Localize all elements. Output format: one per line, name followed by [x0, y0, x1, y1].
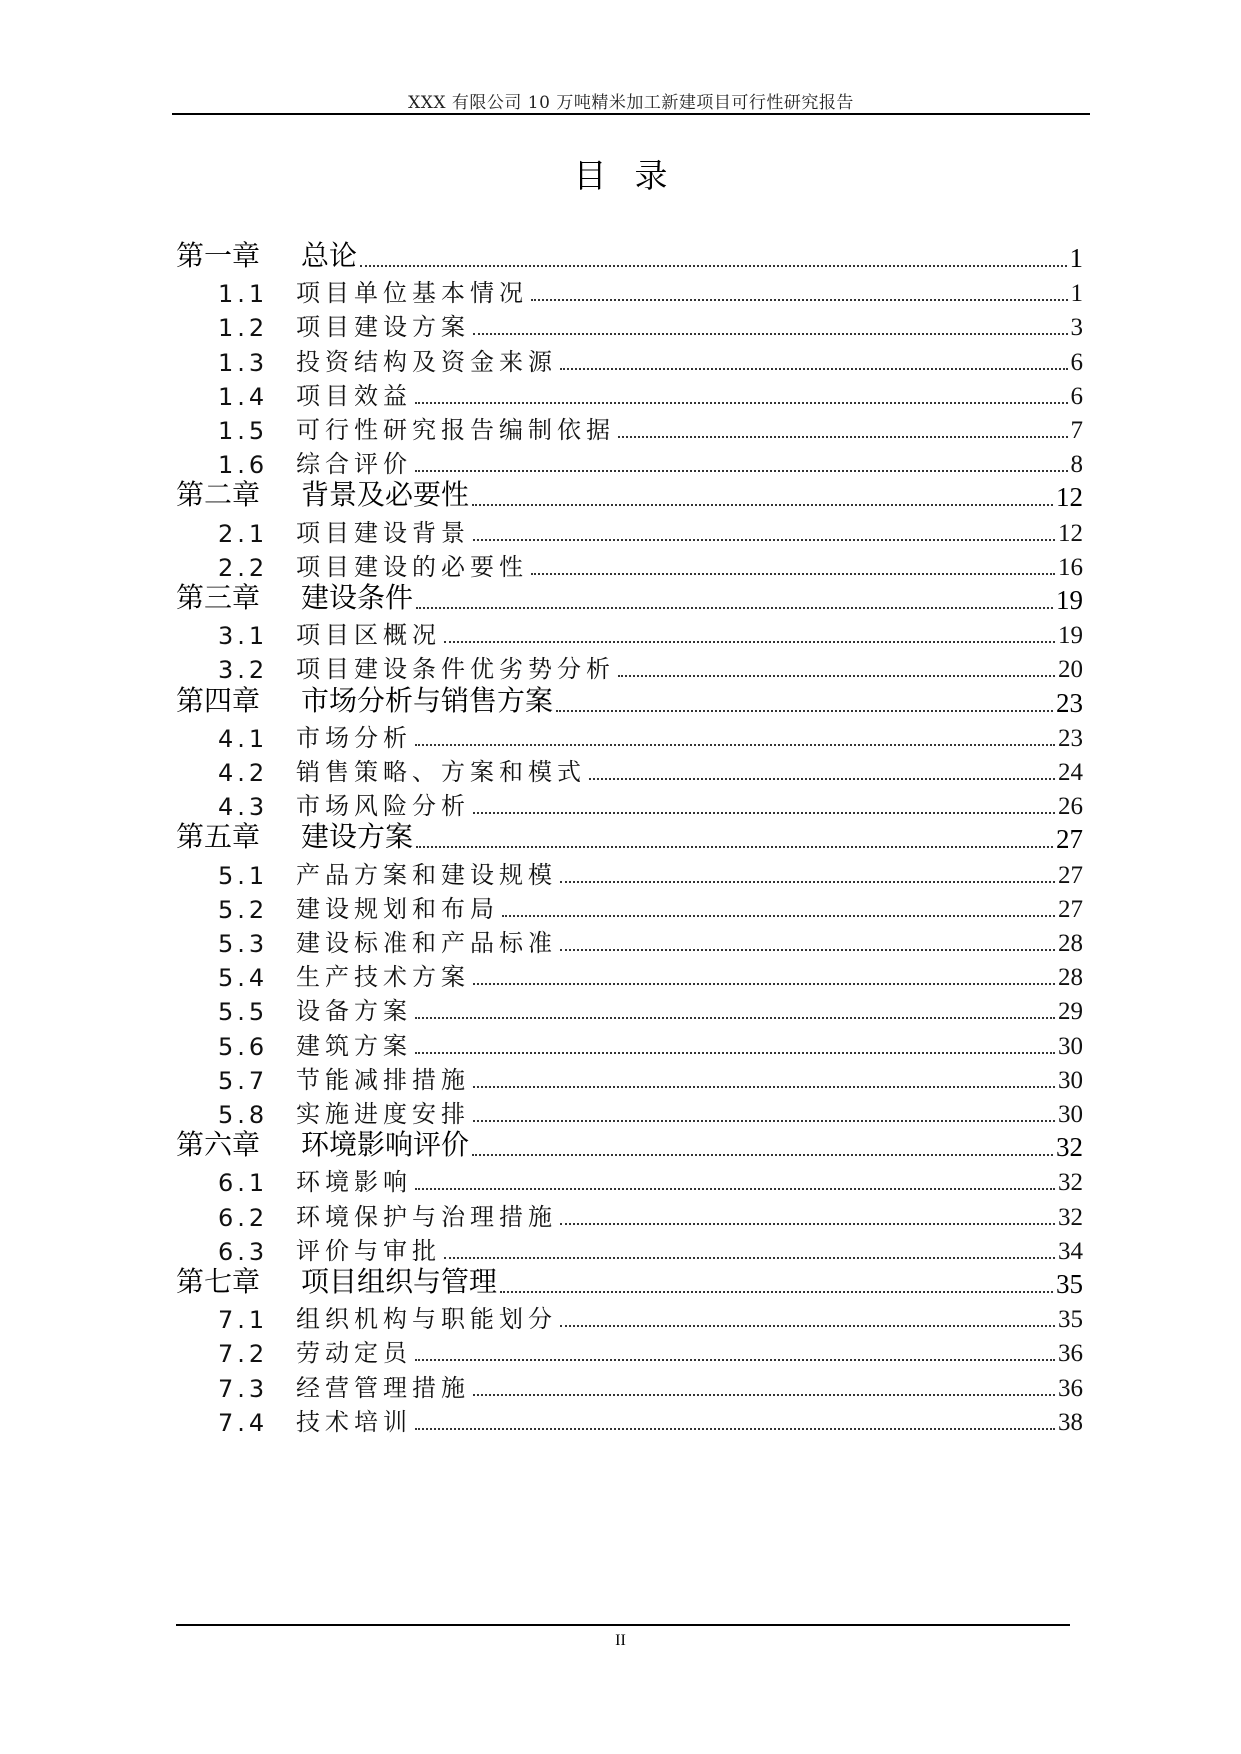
toc-entry-number: 6.2 [218, 1203, 269, 1232]
toc-entry-number: 1.5 [218, 417, 269, 445]
toc-entry-title: 节能减排措施 [296, 1065, 470, 1094]
toc-entry-title: 建设方案 [301, 820, 414, 854]
toc-entry-title: 综合评价 [296, 450, 412, 479]
toc-dot-leader [472, 504, 1053, 506]
running-header: XXX 有限公司 10 万吨精米加工新建项目可行性研究报告 [408, 93, 854, 113]
toc-section-entry[interactable] [218, 1296, 1083, 1334]
toc-section-entry[interactable] [218, 339, 1083, 377]
toc-entry-title: 组织机构与职能划分 [296, 1305, 557, 1334]
toc-page-number: 30 [1058, 1032, 1083, 1060]
toc-section-entry[interactable] [218, 1057, 1083, 1095]
toc-dot-leader [473, 983, 1055, 985]
toc-dot-leader [472, 1154, 1053, 1156]
toc-section-entry[interactable] [218, 270, 1083, 308]
toc-section-entry[interactable] [218, 612, 1083, 650]
toc-chapter-entry[interactable] [176, 1262, 1083, 1300]
toc-dot-leader [416, 607, 1053, 609]
footer-rule [176, 1624, 1070, 1626]
toc-section-entry[interactable] [218, 373, 1083, 411]
toc-dot-leader [556, 710, 1053, 712]
toc-entry-title: 技术培训 [296, 1407, 412, 1436]
toc-entry-number: 第七章 [176, 1265, 261, 1298]
toc-entry-title: 投资结构及资金来源 [296, 347, 557, 376]
toc-chapter-entry[interactable] [176, 817, 1083, 855]
toc-section-entry[interactable] [218, 304, 1083, 342]
toc-entry-number: 4.3 [218, 793, 269, 822]
toc-dot-leader [531, 299, 1068, 301]
toc-section-entry[interactable] [218, 1194, 1083, 1232]
toc-section-entry[interactable] [218, 715, 1083, 753]
toc-chapter-entry[interactable] [176, 236, 1083, 274]
toc-entry-title: 项目建设条件优劣势分析 [296, 655, 615, 684]
toc-entry-title: 建设规划和布局 [296, 894, 499, 923]
toc-entry-number: 第三章 [176, 581, 261, 614]
toc-section-entry[interactable] [218, 954, 1083, 992]
toc-entry-title: 背景及必要性 [301, 478, 470, 512]
toc-page-number: 8 [1070, 451, 1083, 479]
toc-entry-number: 1.4 [218, 382, 269, 411]
toc-dot-leader [444, 1257, 1055, 1259]
toc-entry-title: 环境影响 [296, 1168, 412, 1197]
toc-entry-number: 4.2 [218, 759, 269, 787]
toc-dot-leader [473, 1086, 1055, 1088]
toc-page-number: 30 [1058, 1066, 1083, 1094]
toc-entry-number: 7.3 [218, 1374, 269, 1403]
toc-entry-title: 实施进度安排 [296, 1100, 470, 1128]
toc-dot-leader [560, 949, 1055, 951]
toc-dot-leader [360, 265, 1066, 267]
toc-page-number: 23 [1058, 724, 1083, 752]
toc-entry-number: 1.3 [218, 348, 269, 377]
toc-entry-title: 销售策略、方案和模式 [296, 758, 586, 786]
toc-page-number: 30 [1058, 1101, 1083, 1128]
toc-entry-number: 5.8 [218, 1101, 269, 1129]
toc-entry-title: 评价与审批 [296, 1236, 441, 1265]
toc-entry-number: 第五章 [176, 820, 261, 854]
toc-section-entry[interactable] [218, 1399, 1083, 1437]
toc-entry-number: 6.1 [218, 1169, 269, 1198]
toc-entry-title: 项目单位基本情况 [296, 279, 528, 308]
toc-chapter-entry[interactable] [176, 681, 1083, 719]
toc-entry-number: 5.1 [218, 861, 269, 890]
toc-section-entry[interactable] [218, 1159, 1083, 1197]
toc-dot-leader [560, 1325, 1055, 1327]
toc-entry-number: 2.1 [218, 519, 269, 548]
toc-dot-leader [618, 675, 1055, 677]
toc-section-entry[interactable] [218, 749, 1083, 787]
toc-entry-title: 市场分析 [296, 723, 412, 752]
toc-page-number: 19 [1056, 585, 1083, 615]
toc-dot-leader [415, 1052, 1055, 1054]
header-rule [172, 113, 1090, 115]
toc-dot-leader [560, 368, 1068, 370]
toc-page-number: 32 [1058, 1169, 1083, 1197]
toc-entry-title: 环境保护与治理措施 [296, 1202, 557, 1231]
toc-section-entry[interactable] [218, 852, 1083, 890]
toc-page-number: 32 [1058, 1203, 1083, 1231]
toc-page-number: 1 [1070, 280, 1083, 308]
toc-section-entry[interactable] [218, 988, 1083, 1026]
toc-entry-title: 建筑方案 [296, 1031, 412, 1060]
toc-page-number: 28 [1058, 964, 1083, 992]
toc-dot-leader [500, 1291, 1053, 1293]
toc-page-number: 35 [1056, 1269, 1083, 1299]
toc-entry-number: 1.1 [218, 280, 269, 309]
toc-entry-number: 2.2 [218, 553, 269, 582]
toc-entry-title: 产品方案和建设规模 [296, 860, 557, 889]
toc-page-number: 12 [1056, 482, 1083, 513]
toc-entry-title: 设备方案 [296, 997, 412, 1026]
toc-page-number: 27 [1058, 895, 1083, 923]
toc-page-number: 7 [1070, 417, 1083, 444]
toc-page-number: 27 [1058, 861, 1083, 889]
toc-entry-number: 5.6 [218, 1032, 269, 1061]
toc-section-entry[interactable] [218, 1330, 1083, 1368]
toc-entry-title: 市场分析与销售方案 [301, 683, 554, 717]
toc-page-number: 3 [1070, 314, 1083, 342]
toc-page-number: 38 [1058, 1408, 1083, 1436]
toc-entry-title: 项目效益 [296, 381, 412, 410]
toc-entry-number: 7.4 [218, 1408, 269, 1437]
toc-page-number: 24 [1058, 759, 1083, 786]
toc-entry-number: 3.2 [218, 656, 269, 685]
toc-dot-leader [444, 641, 1055, 643]
toc-entry-number: 7.1 [218, 1306, 269, 1335]
toc-entry-title: 项目建设方案 [296, 313, 470, 342]
toc-dot-leader [560, 1223, 1055, 1225]
toc-page-number: 36 [1058, 1340, 1083, 1368]
toc-entry-title: 项目组织与管理 [301, 1265, 498, 1298]
toc-chapter-entry[interactable] [176, 475, 1083, 513]
toc-dot-leader [415, 1359, 1055, 1361]
toc-entry-title: 建设标准和产品标准 [296, 929, 557, 957]
toc-dot-leader [473, 333, 1068, 335]
toc-page-number: 34 [1058, 1237, 1083, 1265]
toc-page-number: 32 [1056, 1132, 1083, 1163]
toc-entry-number: 5.2 [218, 895, 269, 924]
toc-dot-leader [589, 778, 1055, 780]
toc-page-number: 26 [1058, 793, 1083, 821]
toc-entry-number: 7.2 [218, 1340, 269, 1369]
toc-page-number: 12 [1058, 519, 1083, 547]
toc-chapter-entry[interactable] [176, 1125, 1083, 1163]
toc-entry-title: 劳动定员 [296, 1339, 412, 1368]
toc-dot-leader [618, 436, 1068, 438]
toc-dot-leader [415, 1017, 1055, 1019]
toc-entry-number: 5.3 [218, 930, 269, 958]
toc-page-number: 36 [1058, 1374, 1083, 1402]
toc-page-number: 6 [1070, 382, 1083, 410]
toc-dot-leader [415, 402, 1068, 404]
toc-page-number: 6 [1070, 348, 1083, 376]
toc-entry-title: 建设条件 [301, 581, 414, 614]
toc-dot-leader [560, 881, 1055, 883]
toc-section-entry[interactable] [218, 920, 1083, 958]
toc-section-entry[interactable] [218, 1365, 1083, 1403]
toc-entry-number: 4.1 [218, 724, 269, 753]
toc-dot-leader [473, 539, 1055, 541]
toc-section-entry[interactable] [218, 886, 1083, 924]
toc-dot-leader [473, 1394, 1055, 1396]
toc-entry-number: 1.2 [218, 314, 269, 343]
toc-page-number: 20 [1058, 656, 1083, 684]
toc-entry-number: 5.4 [218, 964, 269, 993]
toc-entry-title: 环境影响评价 [301, 1128, 470, 1162]
page-title: 目录 [573, 156, 696, 195]
toc-dot-leader [415, 744, 1055, 746]
toc-page-number: 1 [1069, 243, 1083, 273]
toc-entry-title: 项目区概况 [296, 621, 441, 650]
toc-page-number: 16 [1058, 553, 1083, 581]
toc-entry-title: 经营管理措施 [296, 1373, 470, 1402]
toc-entry-number: 第四章 [176, 683, 261, 717]
toc-entry-number: 第二章 [176, 478, 261, 512]
toc-entry-title: 项目建设背景 [296, 518, 470, 547]
toc-entry-number: 第六章 [176, 1128, 261, 1162]
toc-section-entry[interactable] [218, 407, 1083, 445]
toc-dot-leader [415, 1188, 1055, 1190]
toc-dot-leader [415, 470, 1068, 472]
page-number: II [615, 1632, 626, 1649]
toc-entry-title: 生产技术方案 [296, 963, 470, 992]
toc-entry-title: 总论 [301, 239, 358, 272]
toc-entry-number: 1.6 [218, 451, 269, 480]
toc-page-number: 27 [1056, 824, 1083, 855]
toc-entry-title: 可行性研究报告编制依据 [296, 416, 615, 444]
toc-dot-leader [416, 846, 1053, 848]
toc-dot-leader [473, 1120, 1055, 1122]
toc-section-entry[interactable] [218, 510, 1083, 548]
toc-entry-number: 6.3 [218, 1237, 269, 1266]
toc-entry-title: 项目建设的必要性 [296, 552, 528, 581]
toc-dot-leader [415, 1428, 1055, 1430]
toc-dot-leader [502, 915, 1055, 917]
toc-section-entry[interactable] [218, 1023, 1083, 1061]
toc-entry-title: 市场风险分析 [296, 792, 470, 821]
toc-dot-leader [473, 812, 1055, 814]
toc-entry-number: 5.5 [218, 998, 269, 1027]
toc-dot-leader [531, 573, 1055, 575]
toc-page-number: 35 [1058, 1306, 1083, 1334]
toc-entry-number: 5.7 [218, 1066, 269, 1095]
toc-entry-number: 3.1 [218, 622, 269, 651]
toc-chapter-entry[interactable] [176, 578, 1083, 616]
toc-entry-number: 第一章 [176, 239, 261, 272]
toc-page-number: 19 [1058, 622, 1083, 650]
toc-page-number: 29 [1058, 998, 1083, 1026]
toc-page-number: 23 [1056, 687, 1083, 718]
toc-page-number: 28 [1058, 930, 1083, 957]
